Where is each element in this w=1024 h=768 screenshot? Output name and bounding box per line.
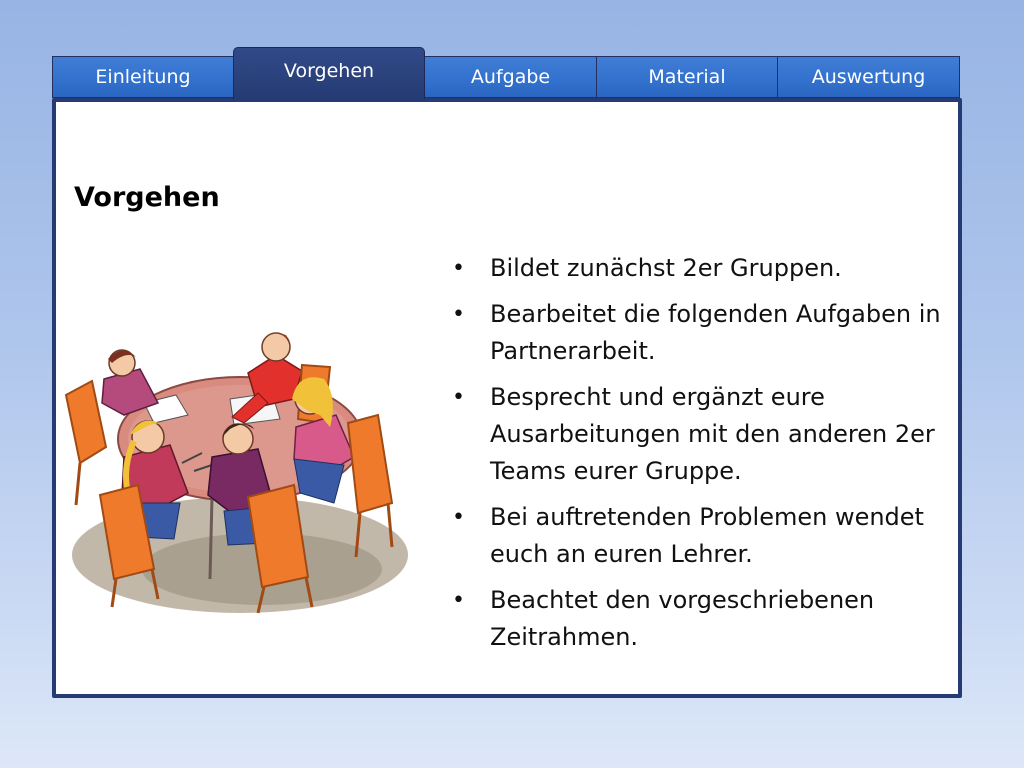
bullet-icon: • xyxy=(452,588,465,613)
page-title: Vorgehen xyxy=(74,182,220,213)
list-item-text: Beachtet den vorgeschriebenen Zeitrahmen. xyxy=(490,586,875,651)
tab-vorgehen[interactable]: Vorgehen xyxy=(233,47,425,99)
list-item xyxy=(446,379,946,490)
tab-material[interactable]: Material xyxy=(596,56,778,98)
list-item-text: Bearbeitet die folgenden Aufgaben in Partnerarbeit. xyxy=(490,300,941,365)
group-work-illustration xyxy=(62,307,410,617)
list-item-text: Bildet zunächst 2er Gruppen. xyxy=(490,254,842,282)
list-item xyxy=(446,582,946,656)
tab-aufgabe[interactable]: Aufgabe xyxy=(424,56,597,98)
bullet-icon: • xyxy=(452,385,465,410)
tab-bar xyxy=(52,56,960,98)
bullet-icon: • xyxy=(452,256,465,281)
tab-auswertung[interactable]: Auswertung xyxy=(777,56,960,98)
list-item xyxy=(446,250,946,287)
tab-einleitung[interactable]: Einleitung xyxy=(52,56,234,98)
content-panel xyxy=(52,98,962,698)
bullet-icon: • xyxy=(452,302,465,327)
bullet-icon: • xyxy=(452,505,465,530)
list-item-text: Besprecht und ergänzt eure Ausarbeitungen mit den anderen 2er Teams eurer Gruppe. xyxy=(490,383,935,485)
list-item-text: Bei auftretenden Problemen wendet euch an euren Lehrer. xyxy=(490,503,924,568)
list-item xyxy=(446,499,946,573)
list-item xyxy=(446,296,946,370)
instruction-list xyxy=(446,250,946,665)
